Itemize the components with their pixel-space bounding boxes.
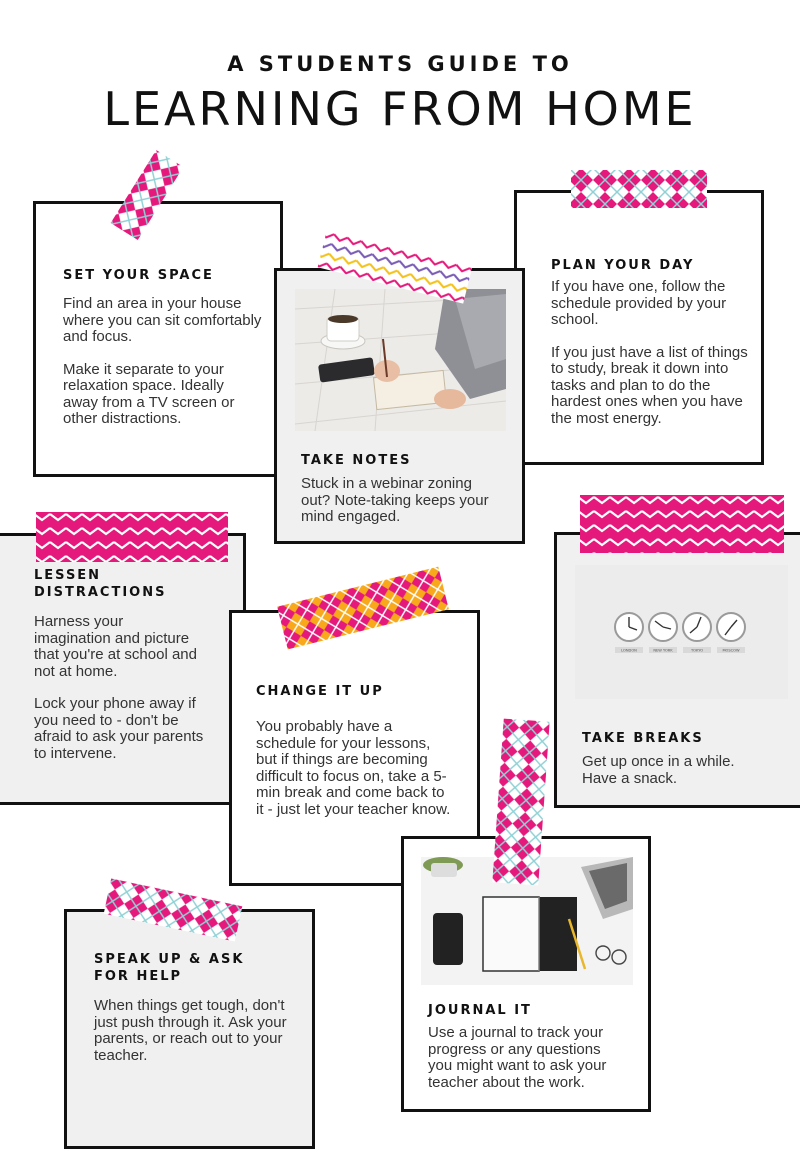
washi-tape-chevron bbox=[578, 493, 786, 555]
card-body bbox=[63, 296, 263, 428]
photo-notebook-writing bbox=[295, 289, 506, 431]
card-heading: CHANGE IT UP bbox=[256, 684, 384, 699]
washi-tape-argyle bbox=[490, 716, 552, 888]
card-heading: PLAN YOUR DAY bbox=[551, 258, 695, 273]
card-body: Use a journal to track your progress or any questions you might want to ask your teacher about the work. bbox=[428, 1024, 607, 1091]
washi-tape-argyle bbox=[272, 560, 454, 656]
clock-moscow-icon bbox=[717, 613, 745, 641]
card-lessen-distractions bbox=[0, 533, 246, 805]
page-title: LEARNING FROM HOME bbox=[103, 82, 697, 136]
clock-new-york-icon bbox=[649, 613, 677, 641]
photo-world-clocks bbox=[575, 565, 788, 699]
card-paragraph: Make it separate to your relaxation space. Ideally away from a TV screen or other distractions. bbox=[63, 360, 235, 427]
clock-label: MOSCOW bbox=[722, 648, 740, 653]
washi-tape-chevron bbox=[314, 226, 476, 308]
card-paragraph: If you have one, follow the schedule provided by your school. bbox=[551, 278, 727, 328]
card-plan-your-day bbox=[514, 190, 764, 465]
card-heading: TAKE BREAKS bbox=[582, 731, 704, 746]
card-paragraph: Harness your imagination and picture that you're at school and not at home. bbox=[34, 613, 197, 680]
clock-tokyo-icon bbox=[683, 613, 711, 641]
card-body: You probably have a schedule for your lessons, but if things are becoming difficult to focus on, take a 5-min break and come back to it - just let your teacher know. bbox=[256, 718, 451, 818]
washi-tape-chevron bbox=[34, 510, 230, 564]
header-kicker: A STUDENTS GUIDE TO bbox=[227, 52, 573, 76]
card-speak-up bbox=[64, 909, 315, 1149]
card-take-notes bbox=[274, 268, 525, 544]
card-paragraph: Find an area in your house where you can sit comfortably and focus. bbox=[63, 295, 262, 345]
clock-label: LONDON bbox=[621, 648, 637, 653]
clock-london-icon bbox=[615, 613, 643, 641]
card-body: Stuck in a webinar zoning out? Note-taking keeps your mind engaged. bbox=[301, 475, 489, 525]
card-heading: JOURNAL IT bbox=[428, 1003, 532, 1018]
card-body bbox=[34, 614, 204, 762]
card-body bbox=[551, 279, 751, 427]
card-take-breaks bbox=[554, 532, 800, 808]
card-heading: TAKE NOTES bbox=[301, 453, 412, 468]
card-body: When things get tough, don't just push through it. Ask your parents, or reach out to your teacher. bbox=[94, 997, 287, 1064]
card-paragraph: If you just have a list of things to study, break it down into tasks and plan to do the hardest ones when you have the most energy. bbox=[551, 343, 748, 427]
card-heading: SPEAK UP & ASK FOR HELP bbox=[94, 952, 245, 984]
card-heading: LESSEN DISTRACTIONS bbox=[34, 568, 167, 600]
washi-tape-argyle bbox=[100, 878, 246, 942]
card-heading: SET YOUR SPACE bbox=[63, 268, 214, 283]
clock-label: TOKYO bbox=[690, 648, 704, 653]
card-body: Get up once in a while. Have a snack. bbox=[582, 753, 735, 787]
clock-label: NEW YORK bbox=[653, 648, 673, 653]
card-paragraph: Lock your phone away if you need to - don't be afraid to ask your parents to intervene. bbox=[34, 695, 204, 762]
washi-tape-argyle bbox=[92, 145, 202, 245]
washi-tape-argyle bbox=[569, 168, 709, 210]
